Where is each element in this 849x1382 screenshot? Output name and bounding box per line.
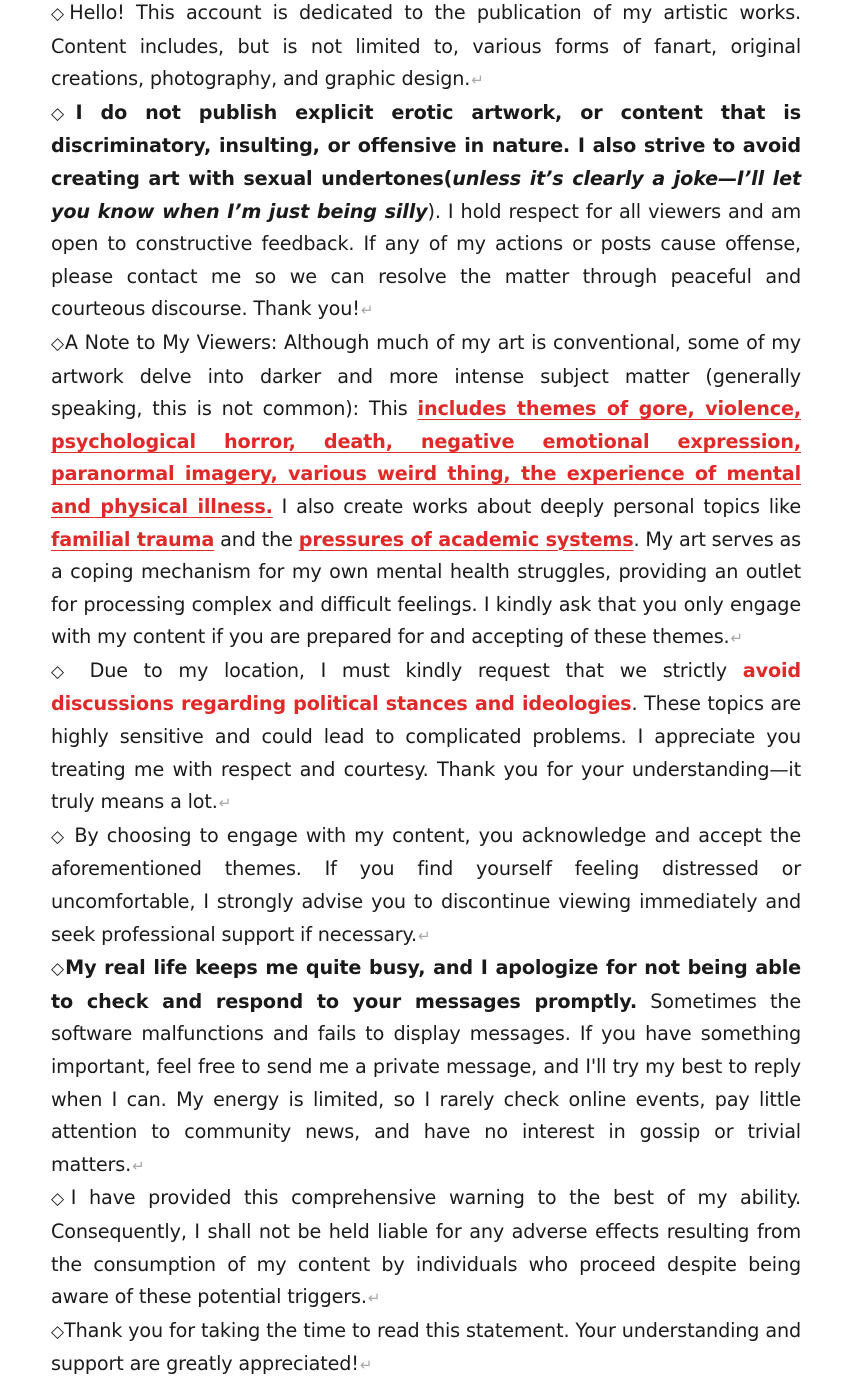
- paragraph-mark-icon: ↵: [132, 1156, 145, 1175]
- paragraph-mark-icon: ↵: [730, 629, 743, 648]
- paragraph-acknowledgement: [51, 820, 801, 952]
- viewer-note-text: A Note to My Viewers: Although much of my art is conventional, some of my artwork delve into darker and more intense subject matter (generally speaking, this is not common): This: [51, 330, 801, 421]
- academic-pressure-warning: pressures of academic systems: [298, 527, 634, 551]
- paragraph-intro: [51, 0, 801, 97]
- diamond-bullet-icon: ◇: [51, 4, 70, 24]
- paragraph-mark-icon: ↵: [218, 794, 232, 813]
- policy-bold-text: I do not publish explicit erotic artwork, or content that is discriminatory, insulting, or offensive in nature. I also strive to avoid creating art with sexual undertones(: [51, 100, 801, 190]
- paragraph-viewer-note: [51, 327, 801, 655]
- paragraph-mark-icon: ↵: [367, 1289, 381, 1308]
- diamond-bullet-icon: ◇: [51, 333, 65, 354]
- paragraph-mark-icon: ↵: [471, 71, 484, 90]
- policy-text: ). I hold respect for all viewers and am open to constructive feedback. If any of my actions or posts cause offense, please contact me so we can resolve the matter through peaceful and courteous discourse. Thank you!: [51, 199, 801, 321]
- politics-text: Due to my location, I must kindly request that we strictly: [73, 658, 743, 682]
- availability-text: Sometimes the software malfunctions and fails to display messages. If you have something important, feel free to send me a private message, and I'll try my best to reply when I can. My energy is limited, so I rarely check online events, pay little attention to community news, and have no interest in gossip or trivial matters.: [51, 989, 801, 1176]
- paragraph-mark-icon: ↵: [417, 926, 431, 945]
- diamond-bullet-icon: ◇: [51, 826, 67, 847]
- familial-trauma-warning: familial trauma: [51, 527, 215, 551]
- availability-bold-text: My real life keeps me quite busy, and I apologize for not being able to check and respond to your messages promptly.: [51, 956, 801, 1013]
- paragraph-thanks: [51, 1315, 801, 1382]
- diamond-bullet-icon: ◇: [51, 1189, 71, 1210]
- politics-text: . These topics are highly sensitive and could lead to complicated problems. I appreciate you treating me with respect and courtesy. Thank you for your understanding—it truly means a lot.: [51, 692, 801, 814]
- paragraph-liability: [51, 1182, 801, 1314]
- intro-text: Hello! This account is dedicated to the publication of my artistic works. Content includes, but is not limited to, various forms of fanart, original creations, photography, and graphic design.: [51, 1, 801, 91]
- paragraph-availability: [51, 952, 801, 1182]
- dark-themes-warning: includes themes of gore, violence, psychological horror, death, negative emotional expression, paranormal imagery, various weird thing, the experience of mental and physical illness.: [51, 397, 801, 518]
- liability-text: I have provided this comprehensive warning to the best of my ability. Consequently, I shall not be held liable for any adverse effects resulting from the consumption of my content by individuals who proceed despite being aware of these potential triggers.: [51, 1186, 801, 1309]
- paragraph-mark-icon: ↵: [360, 301, 374, 320]
- diamond-bullet-icon: ◇: [51, 103, 76, 124]
- viewer-note-text: and the: [214, 527, 299, 551]
- diamond-bullet-icon: ◇: [51, 661, 74, 682]
- paragraph-mark-icon: ↵: [359, 1356, 373, 1375]
- diamond-bullet-icon: ◇: [51, 1321, 64, 1342]
- viewer-note-text: I also create works about deeply personal topics like: [272, 494, 801, 518]
- acknowledgement-text: By choosing to engage with my content, you acknowledge and accept the aforementioned themes. If you find yourself feeling distressed or uncomfortable, I strongly advise you to discontinue viewing immediately and seek professional support if necessary.: [51, 823, 801, 946]
- diamond-bullet-icon: ◇: [51, 959, 66, 980]
- paragraph-content-policy: [51, 97, 801, 327]
- policy-joke-note: unless it’s clearly a joke—I’ll let you know when I’m just being silly: [51, 166, 801, 223]
- viewer-note-text: . My art serves as a coping mechanism for my own mental health struggles, providing an outlet for processing complex and difficult feelings. I kindly ask that you only engage with my content if you are prepared for and accepting of these themes.: [51, 527, 801, 649]
- paragraph-politics: [51, 655, 801, 820]
- thanks-text: Thank you for taking the time to read this statement. Your understanding and support are greatly appreciated!: [51, 1318, 801, 1376]
- politics-warning: avoid discussions regarding political stances and ideologies: [51, 658, 801, 716]
